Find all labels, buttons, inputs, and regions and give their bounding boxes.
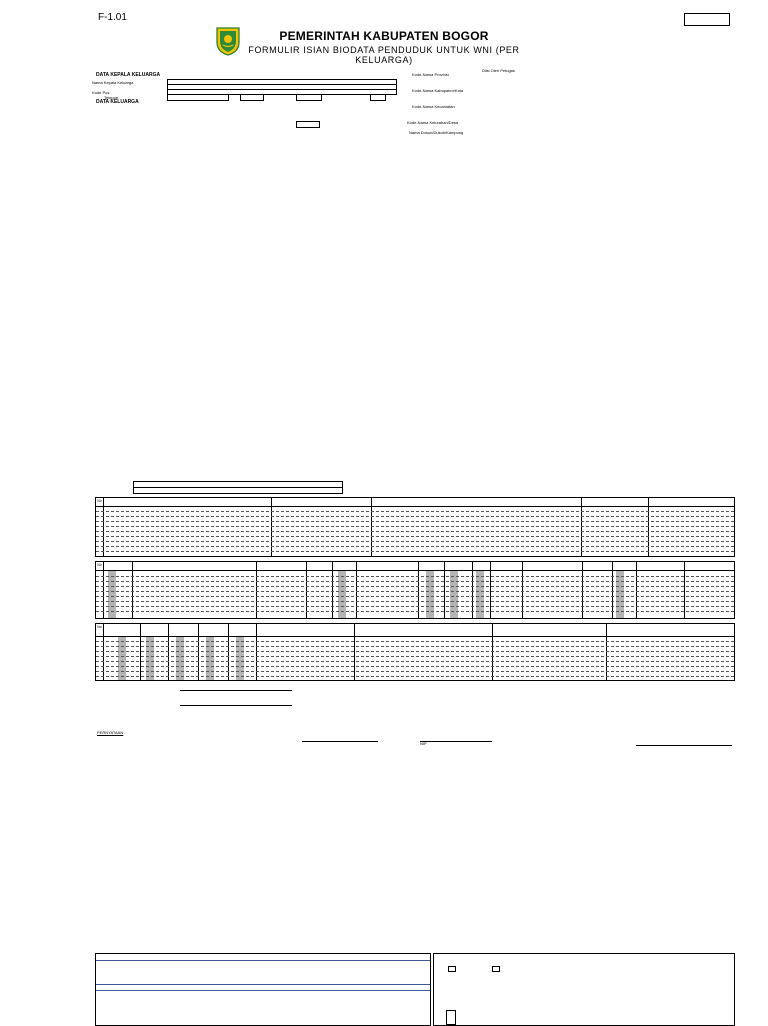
- page-subtitle: FORMULIR ISIAN BIODATA PENDUDUK UNTUK WNI (PER KELUARGA): [248, 45, 520, 65]
- section-keluarga-heading: DATA KELUARGA: [96, 99, 139, 105]
- field-box-2[interactable]: [133, 487, 343, 494]
- form-code: F-1.01: [98, 12, 127, 23]
- label-kode-pos: Kode Pos: [92, 90, 110, 95]
- bogor-regency-crest-icon: [214, 26, 242, 56]
- table-anggota-2: [95, 561, 735, 619]
- t1-header-no: No: [97, 499, 102, 503]
- option-checkbox[interactable]: [492, 966, 500, 972]
- label-kecamatan: Kode-Nama Kecamatan: [412, 104, 455, 109]
- rt-boxes[interactable]: [240, 94, 264, 101]
- label-nama-kepala: Nama Kepala Keluarga: [92, 80, 134, 85]
- label-provinsi: Kode-Nama Provinsi: [412, 72, 449, 77]
- option-checkbox[interactable]: [448, 966, 456, 972]
- table-anggota-1: [95, 497, 735, 557]
- officer-note: Diisi Oleh Petugas: [482, 68, 515, 73]
- page-count-boxes[interactable]: [296, 121, 320, 128]
- rw-boxes[interactable]: [296, 94, 322, 101]
- t3-header-no: No: [97, 625, 102, 629]
- label-dusun: Nama Dusun/Dukuh/Kampung: [409, 130, 464, 135]
- table-anggota-3: [95, 623, 735, 681]
- label-kelurahan: Kode-Nama Kelurahan/Desa: [407, 120, 459, 125]
- guide-right-panel: [433, 953, 735, 1026]
- guide-left-panel: [95, 953, 431, 1026]
- section-kepala-heading: DATA KEPALA KELUARGA: [96, 72, 161, 78]
- label-kabupaten: Kode-Nama Kabupaten/Kota: [412, 88, 464, 93]
- jumlah-anggota-box[interactable]: [370, 94, 386, 101]
- form-number-box[interactable]: [684, 13, 730, 26]
- t2-header-no: No: [97, 563, 102, 567]
- option-checkbox[interactable]: [446, 1010, 456, 1025]
- telepon-field[interactable]: [167, 94, 229, 101]
- lurah-nip-label: NIP: [420, 741, 427, 746]
- page-title: PEMERINTAH KABUPATEN BOGOR: [279, 29, 489, 43]
- label-telepon: Telepon: [104, 95, 119, 100]
- statement-heading: PERNYATAAN: [97, 730, 124, 735]
